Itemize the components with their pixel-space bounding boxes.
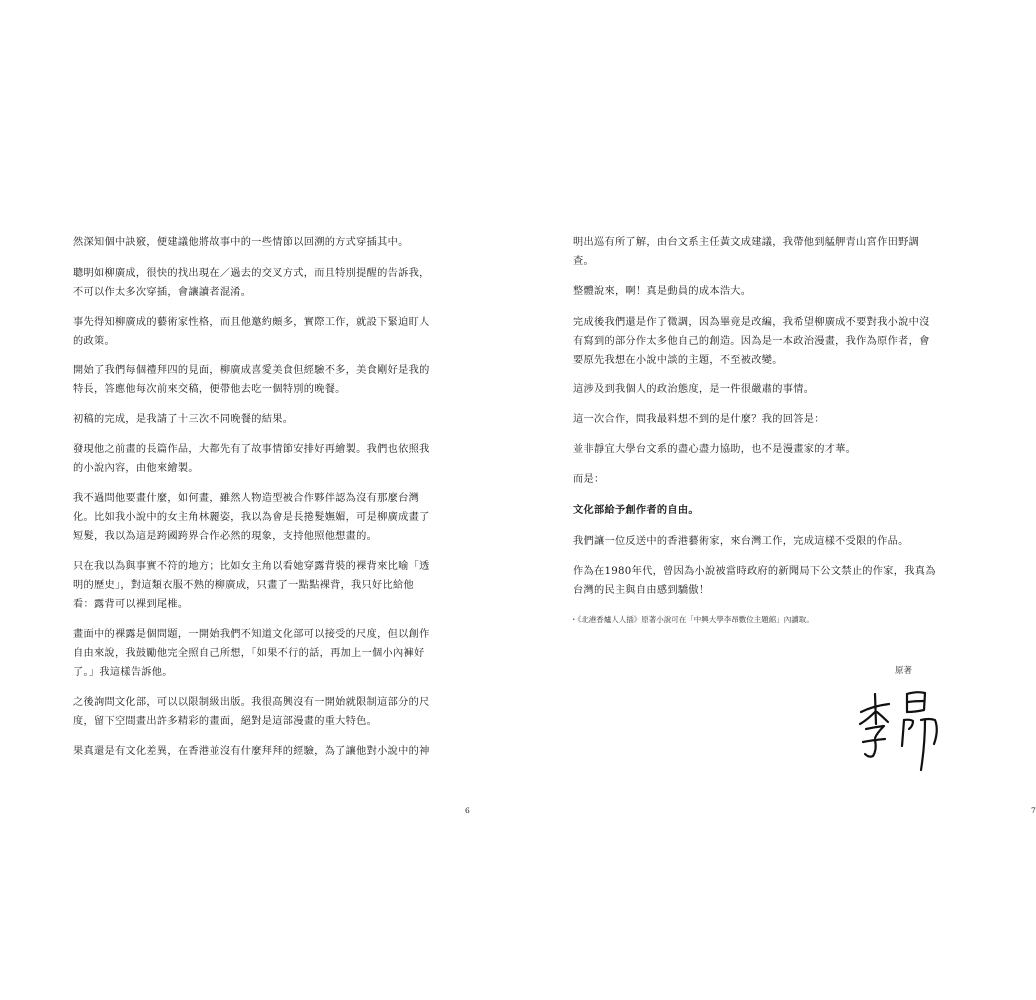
text-line: 我不過問他要畫什麼，如何畫，雖然人物造型被合作夥伴認為沒有那麼台灣 [73,493,420,504]
text-line: 自由來說，我鼓勵他完全照自己所想，「如果不行的話，再加上一個小內褲好 [73,648,425,659]
text-line: 度，留下空間畫出許多精彩的畫面，絕對是這部漫畫的重大特色。 [73,716,378,727]
left-paragraph-5 [73,410,293,429]
text-line: 然深知個中訣竅，便建議他將故事中的一些情節以回溯的方式穿插其中。 [73,237,409,248]
text-line: 這涉及到我個人的政治態度，是一件很嚴肅的事情。 [573,384,815,395]
right-paragraph-3 [573,313,930,370]
text-line: 不可以作太多次穿插，會讓讀者混淆。 [73,287,252,298]
text-line: 發現他之前畫的長篇作品，大都先有了故事情節安排好再繪製。我們也依照我 [73,444,430,455]
right-paragraph-6 [573,440,856,459]
left-paragraph-8 [73,557,430,614]
right-paragraph-4 [573,380,814,399]
text-line: 之後詢問文化部，可以以限制級出版。我很高興沒有一開始就限制這部分的尺 [73,697,430,708]
text-line: 初稿的完成，是我請了十三次不同晚餐的結果。 [73,414,294,425]
text-line: 的政策。 [73,336,115,347]
text-line: 開始了我們每個禮拜四的見面，柳廣成喜愛美食但經驗不多，美食剛好是我的 [73,365,430,376]
text-line: 果真還是有文化差異，在香港並沒有什麼拜拜的經驗，為了讓他對小說中的神 [73,746,430,757]
text-line: 這一次合作，問我最料想不到的是什麼？我的回答是： [573,414,825,425]
left-paragraph-7 [73,489,430,546]
right-paragraph-9 [573,532,909,551]
text-line: 完成後我們還是作了微調，因為畢竟是改編，我希望柳廣成不要對我小說中沒 [573,317,930,328]
text-line: 特長，答應他每次前來交稿，便帶他去吃一個特別的晚餐。 [73,384,346,395]
right-paragraph-2 [573,282,751,301]
left-paragraph-9 [73,625,430,682]
text-line: 化。比如我小說中的女主角林麗姿，我以為會是長捲髮嫵媚，可是柳廣成畫了 [73,512,430,523]
left-paragraph-4 [73,361,430,399]
right-paragraph-5 [573,410,825,429]
text-line: 整體說來，啊！真是動員的成本浩大。 [573,286,752,297]
text-line: 事先得知柳廣成的藝術家性格，而且他邀約頗多，實際工作，就設下緊迫盯人 [73,317,430,328]
text-line: 明出巡有所了解，由台文系主任黃文成建議，我帶他到艋舺青山宮作田野調 [573,237,920,248]
left-paragraph-2 [73,264,430,302]
page-number-left: 6 [465,806,470,815]
text-line: 台灣的民主與自由感到驕傲！ [573,585,710,596]
right-paragraph-8-emphasis [573,501,699,520]
text-line: 要原先我想在小說中談的主題，不至被改變。 [573,355,783,366]
text-line: 文化部給予創作者的自由。 [573,504,699,516]
text-line: 聰明如柳廣成，很快的找出現在／過去的交叉方式，而且特別提醒的告訴我， [73,268,430,279]
text-line: 了。」我這樣告訴他。 [73,667,173,678]
text-line: 只在我以為與事實不符的地方；比如女主角以看她穿露背裝的裸背來比喻「透 [73,561,430,572]
text-line: 的小說內容，由他來繪製。 [73,463,199,474]
left-paragraph-1 [73,233,409,252]
page-number-right: 7 [1031,806,1036,815]
right-paragraph-7 [573,470,604,489]
text-line: 短髮，我以為這是跨國跨界合作必然的現象，支持他照他想畫的。 [73,531,378,542]
right-paragraph-10 [573,562,936,600]
left-page [0,0,500,1000]
footnote: ・《北港香爐人人插》原著小說可在「中興大學李昂數位主題館」內讀取。 [570,615,814,624]
text-line: 而是： [573,474,605,485]
left-paragraph-6 [73,440,430,478]
text-line: 有寫到的部分作太多他自己的創造。因為是一本政治漫畫，我作為原作者，會 [573,336,930,347]
left-paragraph-11 [73,742,430,761]
author-signature [855,684,950,774]
right-paragraph-1 [573,233,919,271]
text-line: 畫面中的裸露是個問題，一開始我們不知道文化部可以接受的尺度，但以創作 [73,629,430,640]
left-paragraph-3 [73,313,430,351]
text-line: 我們讓一位反送中的香港藝術家，來台灣工作，完成這樣不受限的作品。 [573,536,909,547]
left-paragraph-10 [73,693,430,731]
text-line: 看：露背可以裸到尾椎。 [73,599,189,610]
text-line: 明的歷史」，對這類衣服不熟的柳廣成，只畫了一點點裸背，我只好比給他 [73,580,414,591]
author-credit-label: 原著 [895,666,913,676]
text-line: 查。 [573,256,594,267]
text-line: 作為在1980年代，曾因為小說被當時政府的新聞局下公文禁止的作家，我真為 [573,566,936,577]
text-line: 並非靜宜大學台文系的盡心盡力協助，也不是漫畫家的才華。 [573,444,857,455]
right-page [500,0,1036,1000]
